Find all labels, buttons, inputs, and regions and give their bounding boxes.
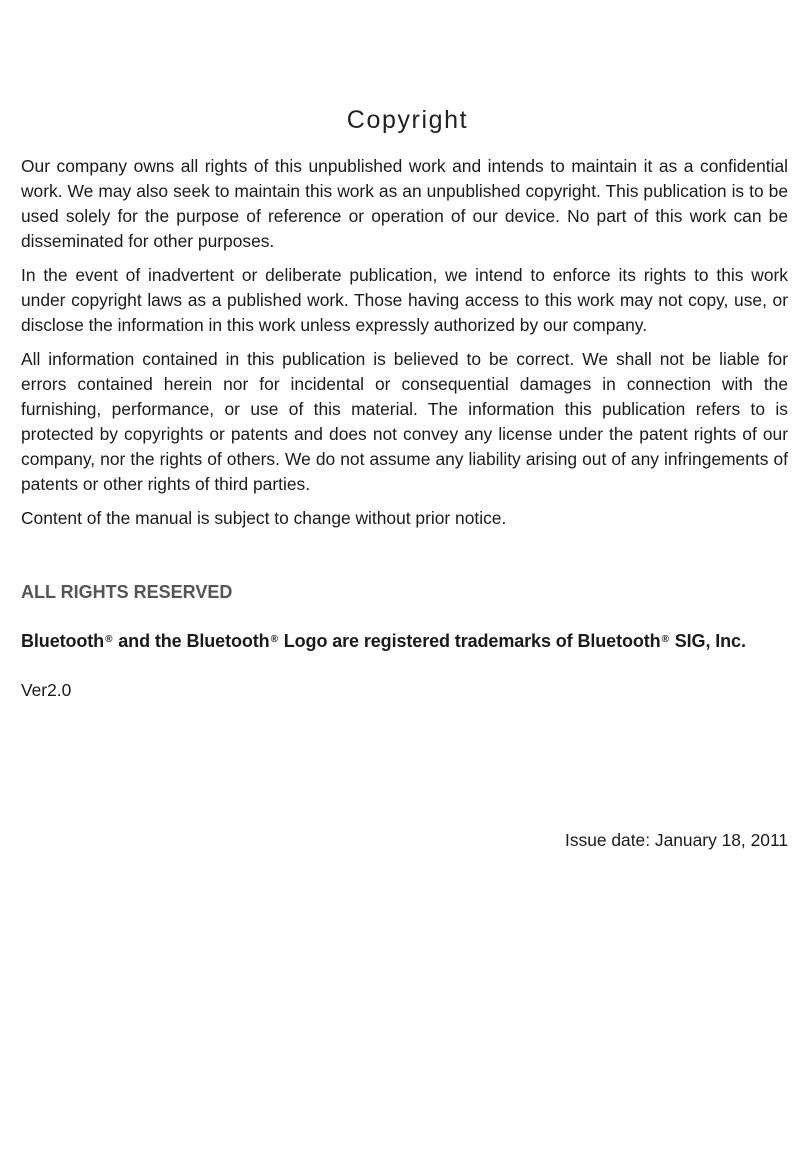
trademark-text-3: SIG, Inc. [669,631,746,651]
registered-mark: ® [105,634,113,645]
issue-date: Issue date: January 18, 2011 [564,830,788,850]
page-title: Copyright [346,106,469,134]
all-rights-reserved: ALL RIGHTS RESERVED [21,582,233,602]
copyright-paragraph-2: In the event of inadvertent or deliberate publication, we intend to enforce its rights to this work under copyright laws as a published work. Those having access to this work may not copy, use, or disclose the information in this work unless expressly authorized by our company. [21,265,788,335]
version-label: Ver2.0 [21,680,72,700]
trademark-text-2: Logo are registered trademarks of [278,631,578,651]
trademark-word: Bluetooth [577,631,661,651]
trademark-word: Bluetooth [21,631,105,651]
copyright-paragraph-3: All information contained in this publication is believed to be correct. We shall not be liable for errors contained herein nor for incidental or consequential damages in connection with the furnishing, performance, or use of this material. The information this publication refers to is protected by copyrights or patents and does not convey any license under the patent rights of our company, nor the rights of others. We do not assume any liability arising out of any infringements of patents or other rights of third parties. [21,349,788,494]
copyright-paragraph-4: Content of the manual is subject to change without prior notice. [21,508,507,528]
trademark-text-1: and the [113,631,187,651]
trademark-word: Bluetooth [186,631,270,651]
registered-mark: ® [270,634,278,645]
copyright-paragraph-1: Our company owns all rights of this unpublished work and intends to maintain it as a confidential work. We may also seek to maintain this work as an unpublished copyright. This publication is to be used solely for the purpose of reference or operation of our device. No part of this work can be disseminated for other purposes. [21,156,788,251]
registered-mark: ® [661,634,669,645]
trademark-notice [21,631,788,652]
